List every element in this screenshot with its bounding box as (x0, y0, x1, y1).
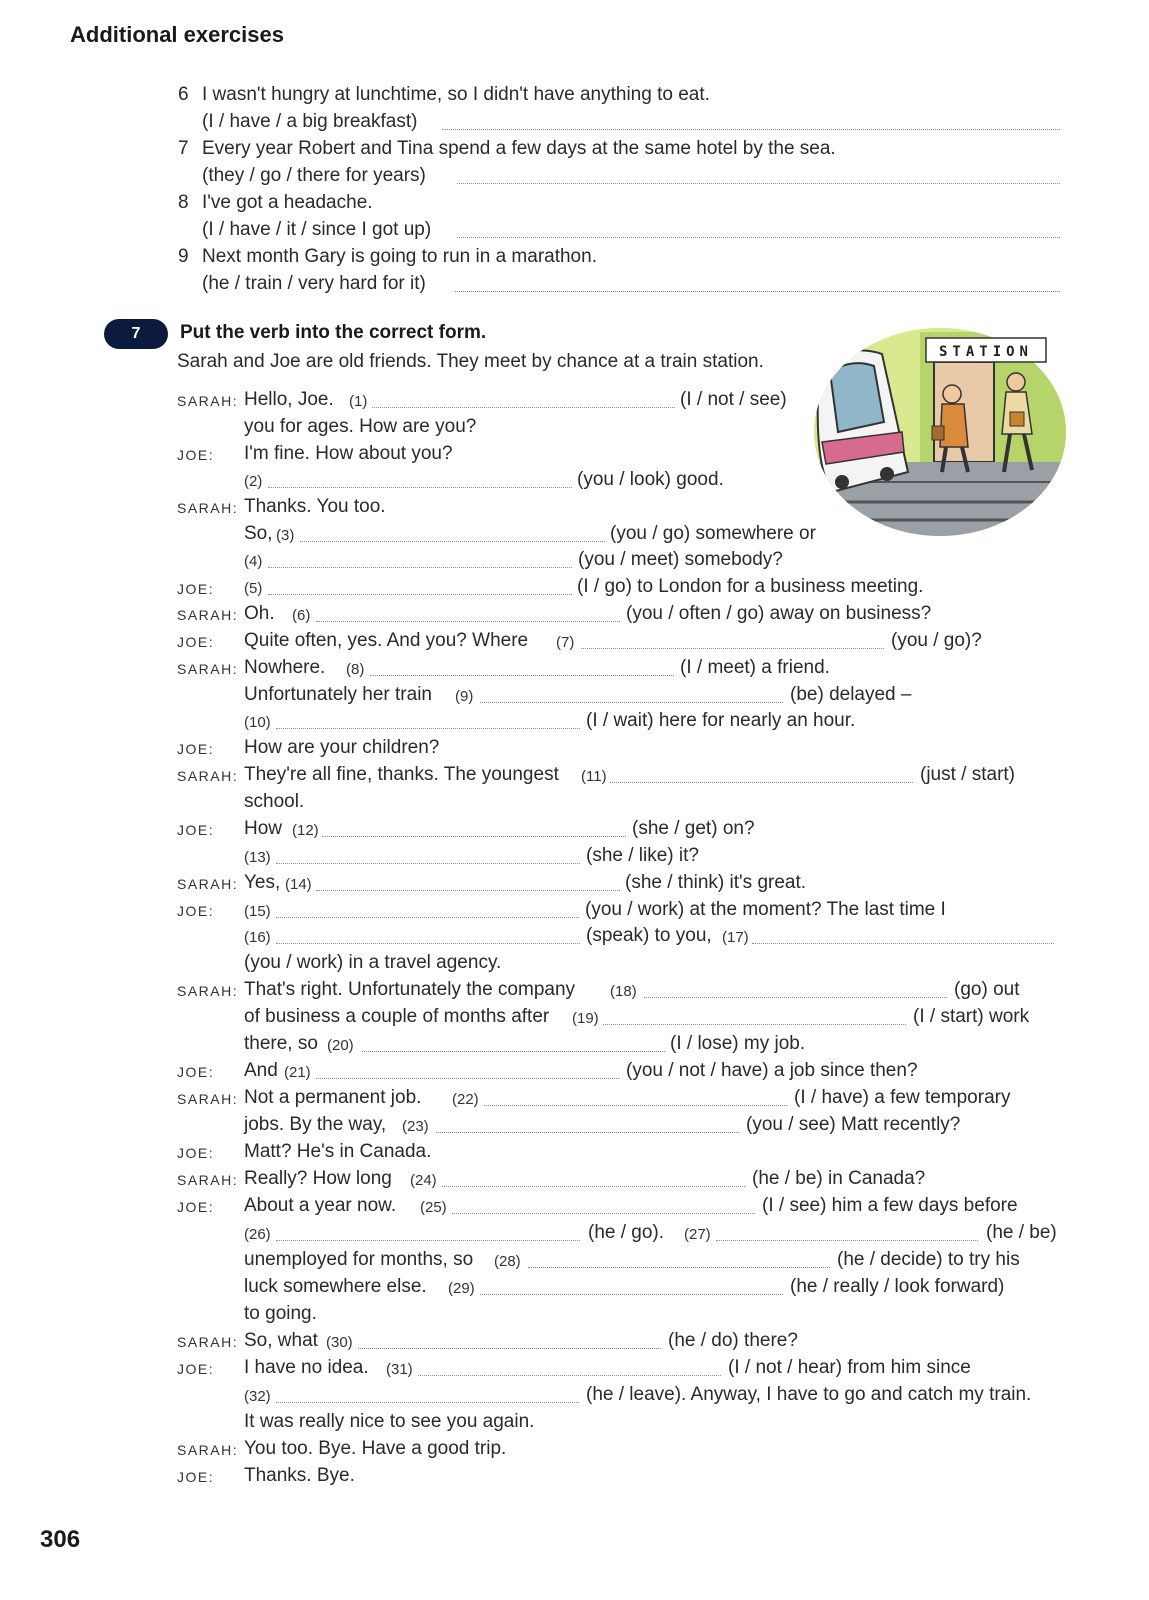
gap-number: (20) (327, 1037, 354, 1054)
verb-prompt: (I / not / see) (680, 389, 787, 410)
verb-prompt: (I / meet) a friend. (680, 657, 830, 678)
answer-blank[interactable] (300, 541, 605, 542)
answer-blank[interactable] (442, 1186, 745, 1187)
answer-blank[interactable] (603, 1024, 906, 1025)
exercise-instruction: Put the verb into the correct form. (180, 322, 487, 343)
dialogue-text: You too. Bye. Have a good trip. (244, 1438, 507, 1459)
gap-number: (7) (556, 634, 575, 651)
speaker-sarah: SARAH: (177, 500, 239, 516)
answer-blank[interactable] (372, 407, 675, 408)
speaker-joe: JOE: (177, 447, 215, 463)
item-sentence: I've got a headache. (202, 192, 373, 213)
dialogue-text: How are your children? (244, 737, 440, 758)
answer-line[interactable] (442, 129, 1060, 130)
gap-number: (22) (452, 1091, 479, 1108)
dialogue-text: Nowhere. (244, 657, 326, 678)
dialogue-text: you for ages. How are you? (244, 416, 477, 437)
verb-prompt: (I / wait) here for nearly an hour. (586, 710, 856, 731)
speaker-joe: JOE: (177, 1469, 215, 1485)
dialogue-text: Thanks. You too. (244, 496, 386, 517)
answer-blank[interactable] (316, 1078, 619, 1079)
speaker-sarah: SARAH: (177, 983, 239, 999)
verb-prompt: (he / be) (986, 1222, 1057, 1243)
dialogue-text: there, so (244, 1033, 318, 1054)
answer-blank[interactable] (418, 1375, 721, 1376)
answer-blank[interactable] (610, 782, 913, 783)
answer-blank[interactable] (358, 1348, 661, 1349)
speaker-joe: JOE: (177, 1361, 215, 1377)
verb-prompt: (I / lose) my job. (670, 1033, 806, 1054)
station-sign-text: STATION (938, 344, 1034, 360)
verb-prompt: (go) out (954, 979, 1020, 1000)
verb-prompt: (he / really / look forward) (790, 1276, 1005, 1297)
answer-blank[interactable] (528, 1267, 830, 1268)
answer-blank[interactable] (581, 648, 884, 649)
answer-blank[interactable] (276, 917, 579, 918)
dialogue-text: Matt? He's in Canada. (244, 1141, 432, 1162)
speaker-sarah: SARAH: (177, 661, 239, 677)
gap-number: (4) (244, 553, 263, 570)
verb-prompt: (you / go)? (891, 630, 982, 651)
answer-blank[interactable] (268, 567, 572, 568)
verb-prompt: (I / have) a few temporary (794, 1087, 1011, 1108)
dialogue-text: Quite often, yes. And you? Where (244, 630, 529, 651)
gap-number: (6) (292, 607, 311, 624)
speaker-joe: JOE: (177, 822, 215, 838)
verb-prompt: (you / see) Matt recently? (746, 1114, 961, 1135)
dialogue-text: So, (244, 523, 273, 544)
item-number: 8 (178, 192, 189, 213)
verb-prompt: (be) delayed – (790, 684, 912, 705)
speaker-sarah: SARAH: (177, 768, 239, 784)
verb-prompt: (you / often / go) away on business? (626, 603, 932, 624)
exercise-number-badge: 7 (104, 319, 168, 349)
answer-blank[interactable] (316, 890, 620, 891)
verb-prompt: (he / do) there? (668, 1330, 798, 1351)
dialogue-text: That's right. Unfortunately the company (244, 979, 576, 1000)
verb-prompt: (you / work) at the moment? The last time I (585, 899, 946, 920)
dialogue-text: Yes, (244, 872, 281, 893)
item-number: 6 (178, 84, 189, 105)
dialogue-text: Thanks. Bye. (244, 1465, 355, 1486)
item-prompt: (they / go / there for years) (202, 165, 426, 186)
dialogue-text: unemployed for months, so (244, 1249, 474, 1270)
item-number: 9 (178, 246, 189, 267)
gap-number: (24) (410, 1172, 437, 1189)
dialogue-text: And (244, 1060, 278, 1081)
item-number: 7 (178, 138, 189, 159)
gap-number: (30) (326, 1334, 353, 1351)
verb-prompt: (I / start) work (913, 1006, 1030, 1027)
speaker-sarah: SARAH: (177, 393, 239, 409)
verb-prompt: (she / like) it? (586, 845, 699, 866)
answer-blank[interactable] (276, 943, 580, 944)
gap-number: (2) (244, 473, 263, 490)
speaker-sarah: SARAH: (177, 1172, 239, 1188)
answer-blank[interactable] (644, 997, 947, 998)
dialogue-text: (you / work) in a travel agency. (244, 952, 502, 973)
answer-blank[interactable] (480, 702, 783, 703)
exercise-intro: Sarah and Joe are old friends. They meet by chance at a train station. (177, 351, 764, 372)
verb-prompt: (just / start) (920, 764, 1016, 785)
gap-number: (8) (346, 661, 365, 678)
speaker-sarah: SARAH: (177, 1091, 239, 1107)
answer-blank[interactable] (322, 836, 626, 837)
dialogue-text: luck somewhere else. (244, 1276, 427, 1297)
dialogue-text: How (244, 818, 283, 839)
dialogue-text: Hello, Joe. (244, 389, 334, 410)
gap-number: (10) (244, 714, 271, 731)
answer-blank[interactable] (276, 1240, 580, 1241)
gap-number: (15) (244, 903, 271, 920)
gap-number: (25) (420, 1199, 447, 1216)
gap-number: (18) (610, 983, 637, 1000)
gap-number: (31) (386, 1361, 413, 1378)
gap-number: (29) (448, 1280, 475, 1297)
dialogue-text: About a year now. (244, 1195, 397, 1216)
item-sentence: Every year Robert and Tina spend a few days at the same hotel by the sea. (202, 138, 836, 159)
speaker-joe: JOE: (177, 1145, 215, 1161)
dialogue-text: So, what (244, 1330, 318, 1351)
answer-blank[interactable] (484, 1105, 787, 1106)
gap-number: (13) (244, 849, 271, 866)
verb-prompt: (she / think) it's great. (625, 872, 807, 893)
speaker-joe: JOE: (177, 903, 215, 919)
speaker-joe: JOE: (177, 1199, 215, 1215)
item-prompt: (he / train / very hard for it) (202, 273, 426, 294)
gap-number: (19) (572, 1010, 599, 1027)
item-prompt: (I / have / it / since I got up) (202, 219, 432, 240)
answer-blank[interactable] (268, 594, 572, 595)
item-sentence: I wasn't hungry at lunchtime, so I didn't have anything to eat. (202, 84, 710, 105)
gap-number: (5) (244, 580, 263, 597)
answer-blank[interactable] (276, 863, 580, 864)
gap-number: (21) (284, 1064, 311, 1081)
dialogue-text: They're all fine, thanks. The youngest (244, 764, 559, 785)
answer-line[interactable] (457, 183, 1060, 184)
verb-prompt: (he / be) in Canada? (752, 1168, 926, 1189)
gap-number: (3) (276, 527, 295, 544)
answer-blank[interactable] (436, 1132, 739, 1133)
speaker-joe: JOE: (177, 741, 215, 757)
train-station-illustration (812, 322, 1068, 540)
answer-blank[interactable] (268, 487, 572, 488)
verb-prompt: (he / go). (588, 1222, 665, 1243)
verb-prompt: (I / see) him a few days before (762, 1195, 1018, 1216)
answer-line[interactable] (457, 237, 1060, 238)
gap-number: (32) (244, 1388, 271, 1405)
item-sentence: Next month Gary is going to run in a marathon. (202, 246, 597, 267)
gap-number: (16) (244, 929, 271, 946)
verb-prompt: (you / meet) somebody? (578, 549, 783, 570)
gap-number: (17) (722, 929, 749, 946)
speaker-sarah: SARAH: (177, 1442, 239, 1458)
verb-prompt: (he / leave). Anyway, I have to go and catch my train. (586, 1384, 1032, 1405)
answer-blank[interactable] (480, 1294, 783, 1295)
answer-blank[interactable] (716, 1240, 978, 1241)
gap-number: (27) (684, 1226, 711, 1243)
dialogue-text: Not a permanent job. (244, 1087, 422, 1108)
gap-number: (14) (285, 876, 312, 893)
page-number: 306 (40, 1526, 81, 1553)
gap-number: (23) (402, 1118, 429, 1135)
gap-number: (9) (455, 688, 474, 705)
section-header: Additional exercises (70, 22, 284, 47)
answer-line[interactable] (455, 291, 1060, 292)
speaker-sarah: SARAH: (177, 876, 239, 892)
item-prompt: (I / have / a big breakfast) (202, 111, 418, 132)
dialogue-text: Oh. (244, 603, 275, 624)
dialogue-text: school. (244, 791, 305, 812)
verb-prompt: (you / go) somewhere or (610, 523, 816, 544)
answer-blank[interactable] (316, 621, 620, 622)
verb-prompt: (I / go) to London for a business meeting. (577, 576, 924, 597)
verb-prompt: (you / not / have) a job since then? (626, 1060, 918, 1081)
gap-number: (28) (494, 1253, 521, 1270)
gap-number: (12) (292, 822, 319, 839)
speaker-joe: JOE: (177, 1064, 215, 1080)
verb-prompt: (you / look) good. (577, 469, 724, 490)
speaker-sarah: SARAH: (177, 1334, 239, 1350)
answer-blank[interactable] (370, 675, 674, 676)
speaker-joe: JOE: (177, 581, 215, 597)
dialogue-text: I have no idea. (244, 1357, 369, 1378)
dialogue-text: Unfortunately her train (244, 684, 432, 705)
verb-prompt: (speak) to you, (586, 925, 712, 946)
verb-prompt: (she / get) on? (632, 818, 755, 839)
gap-number: (26) (244, 1226, 271, 1243)
answer-blank[interactable] (276, 1402, 579, 1403)
answer-blank[interactable] (752, 943, 1054, 944)
dialogue-text: to going. (244, 1303, 317, 1324)
verb-prompt: (he / decide) to try his (837, 1249, 1020, 1270)
dialogue-text: jobs. By the way, (244, 1114, 387, 1135)
verb-prompt: (I / not / hear) from him since (728, 1357, 971, 1378)
dialogue-text: Really? How long (244, 1168, 392, 1189)
answer-blank[interactable] (362, 1051, 665, 1052)
dialogue-text: It was really nice to see you again. (244, 1411, 535, 1432)
dialogue-text: of business a couple of months after (244, 1006, 550, 1027)
gap-number: (1) (349, 393, 368, 410)
speaker-sarah: SARAH: (177, 607, 239, 623)
dialogue-text: I'm fine. How about you? (244, 443, 453, 464)
gap-number: (11) (581, 768, 607, 785)
answer-blank[interactable] (452, 1213, 755, 1214)
answer-blank[interactable] (276, 728, 580, 729)
speaker-joe: JOE: (177, 634, 215, 650)
